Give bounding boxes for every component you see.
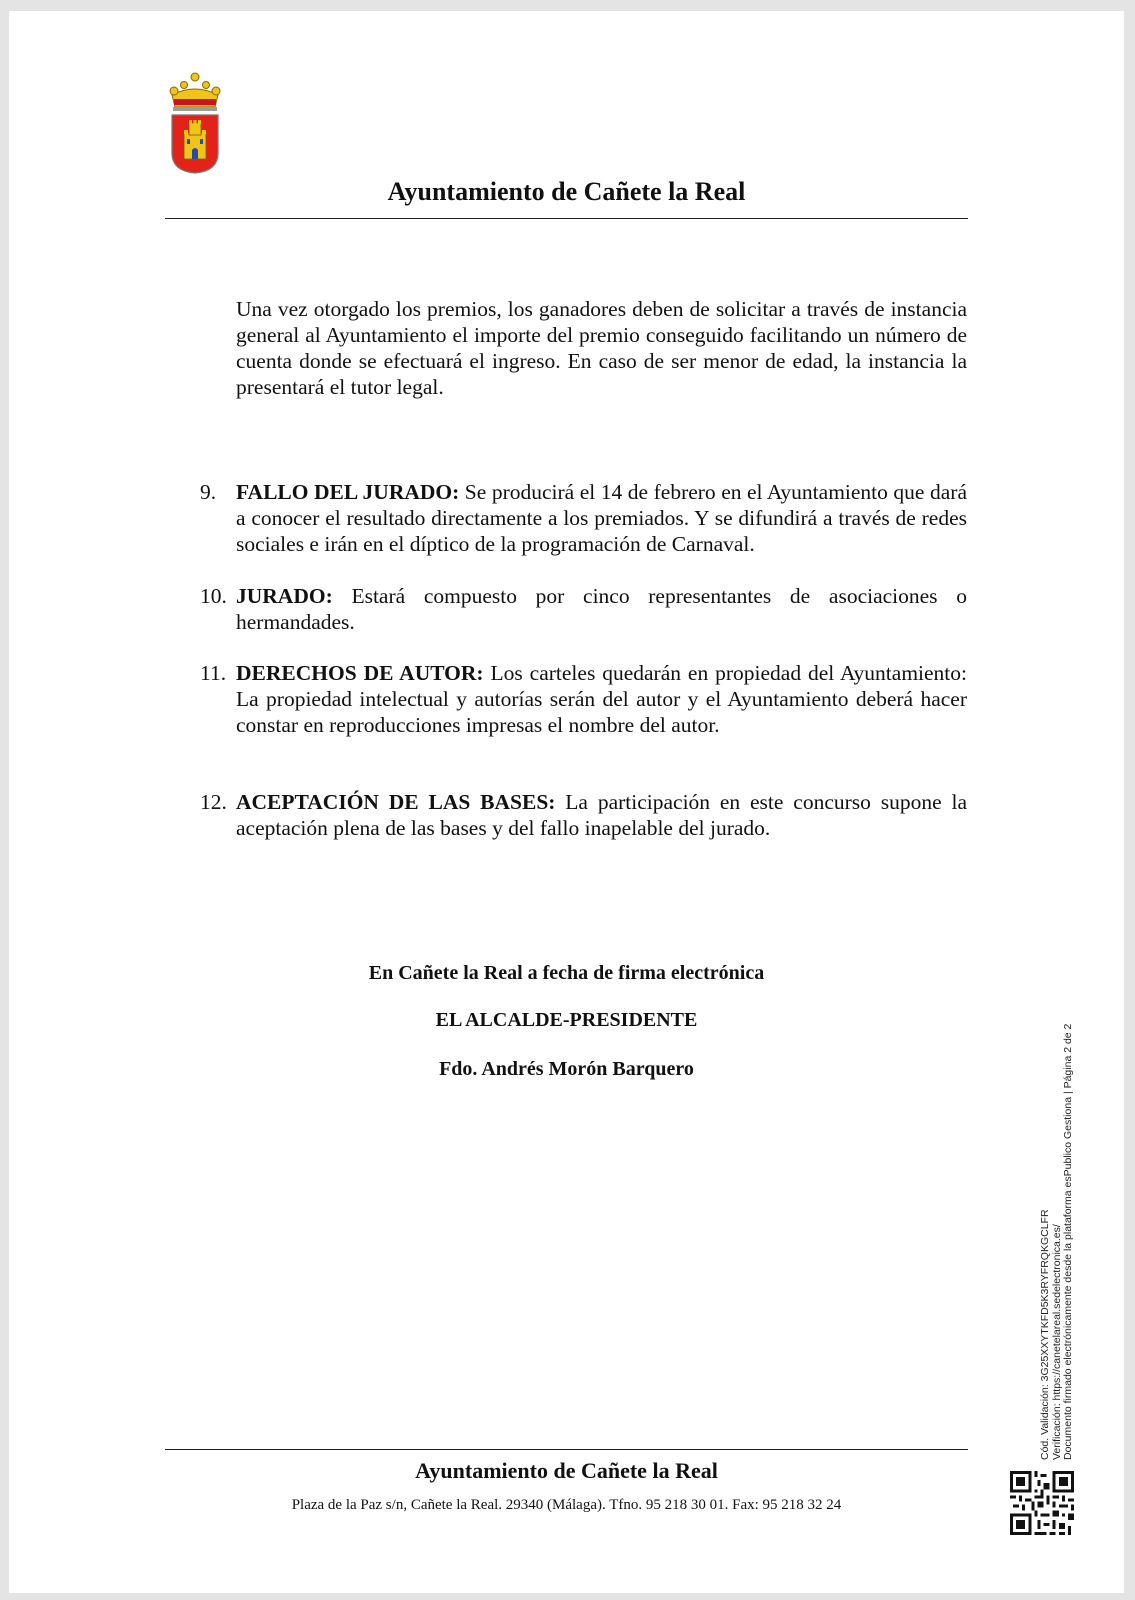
platform-notice: Documento firmado electrónicamente desde la plataforma esPublico Gestiona | Página 2 de 2 [1062,1023,1074,1460]
footer-title: Ayuntamiento de Cañete la Real [415,1458,718,1483]
item-body: Los carteles quedarán en propiedad del Ayuntamiento: La propiedad intelectual y autorías serán del autor y el Ayuntamiento deberá hacer constar en reproducciones impresas el nombre del autor. [236,661,968,737]
item-text [236,479,967,557]
item-heading: DERECHOS DE AUTOR: [236,661,484,685]
verification-stamp [1040,990,1075,1460]
item-body: La participación en este concurso supone la aceptación plena de las bases y del fallo inapelable del jurado. [236,790,968,840]
coat-of-arms-logo [160,65,230,180]
validation-code: Cód. Validación: 3G25XXYTKFD5K3RYFRQKGCLFR [1039,1209,1051,1460]
item-heading: ACEPTACIÓN DE LAS BASES: [236,790,556,814]
item-heading: FALLO DEL JURADO: [236,480,460,504]
item-text [236,583,967,635]
intro-paragraph: Una vez otorgado los premios, los ganadores deben de solicitar a través de instancia general al Ayuntamiento el importe del premio conseguido facilitando un número de cuenta donde se efectuará el ingreso. En caso de ser menor de edad, la instancia la presentará el tutor legal. [236,297,967,399]
header-title: Ayuntamiento de Cañete la Real [387,177,746,206]
item-body: Estará compuesto por cinco representantes de asociaciones o hermandades. [236,584,967,634]
item-number: 12. [200,790,227,814]
footer-address: Plaza de la Paz s/n, Cañete la Real. 29340 (Málaga). Tfno. 95 218 30 01. Fax: 95 218 32 24 [291,1497,842,1513]
item-number: 10. [200,584,227,608]
item-heading: JURADO: [236,584,333,608]
footer-divider [165,1449,968,1450]
item-body: Se producirá el 14 de febrero en el Ayuntamiento que dará a conocer el resultado directamente a los premiados. Y se difundirá a través de redes sociales e irán en el díptico de la programación de Carnaval. [236,480,967,556]
item-text [236,789,967,841]
qr-code-icon[interactable] [1010,1471,1074,1535]
signature-place-date: En Cañete la Real a fecha de firma electrónica [368,962,765,984]
signature-role: EL ALCALDE-PRESIDENTE [435,1009,698,1031]
header-divider [165,218,968,219]
verification-url: Verificación: https://canetelareal.sedelectronica.es/ [1050,1224,1063,1460]
item-text [236,660,967,738]
item-number: 11. [200,661,227,685]
item-number: 9. [200,480,217,504]
signature-name: Fdo. Andrés Morón Barquero [439,1058,694,1080]
